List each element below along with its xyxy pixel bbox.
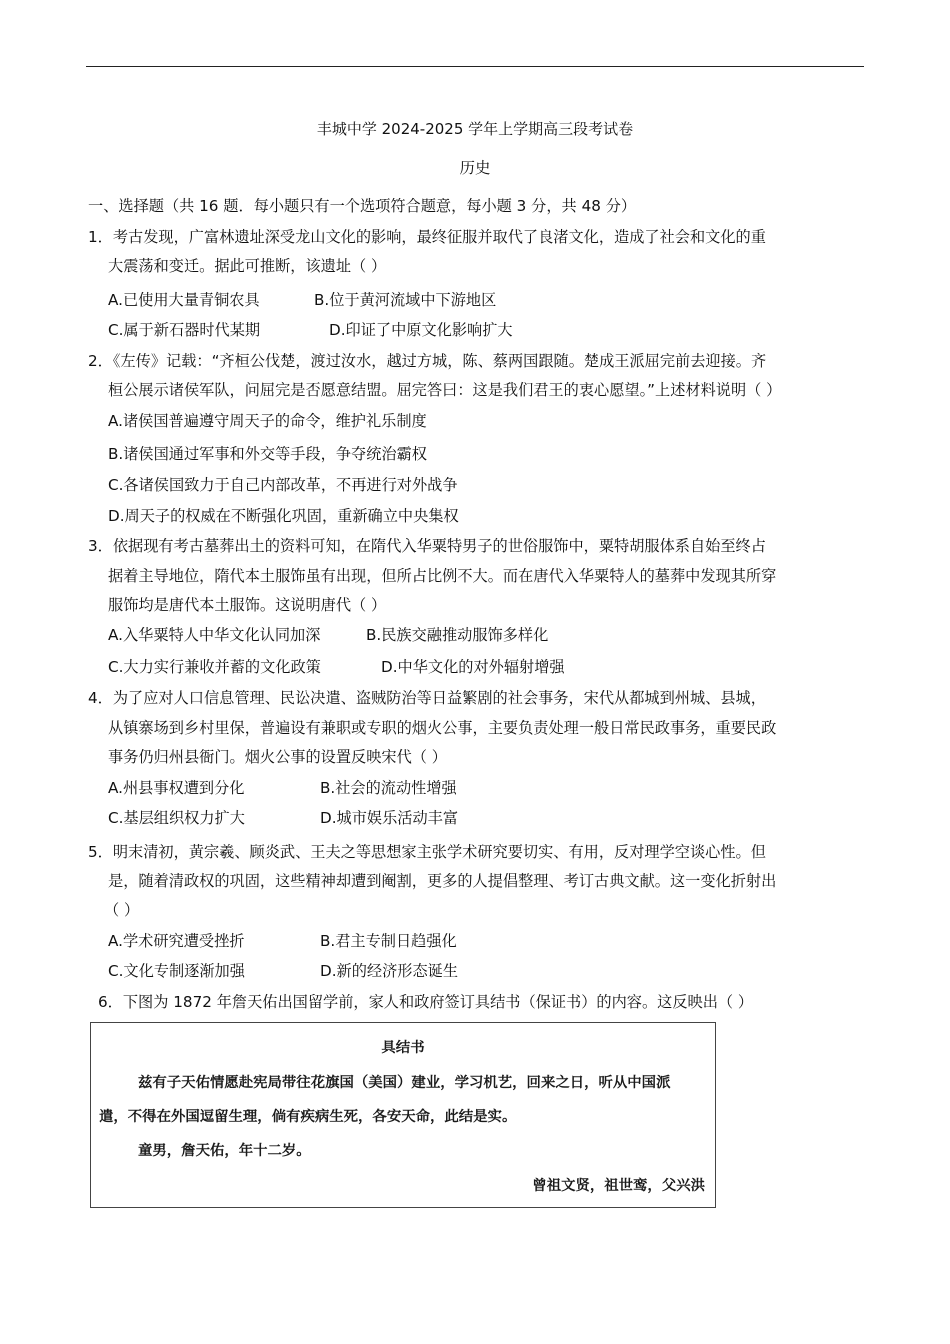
q1-option-c: C.属于新石器时代某期: [108, 321, 261, 339]
q6-line-1: 6．下图为 1872 年詹天佑出国留学前，家人和政府签订具结书（保证书）的内容。这反映出（ ）: [98, 993, 754, 1011]
q2-option-c: C.各诸侯国致力于自己内部改革，不再进行对外战争: [108, 476, 458, 494]
q5-option-b: B.君主专制日趋强化: [320, 932, 457, 950]
q5-line-2: 是，随着清政权的巩固，这些精神却遭到阉割，更多的人提倡整理、考订古典文献。这一变化折射出: [108, 872, 777, 890]
q3-line-1: 3．依据现有考古墓葬出土的资料可知，在隋代入华粟特男子的世俗服饰中，粟特胡服体系自始至终占: [88, 537, 766, 555]
section-heading: 一、选择题（共 16 题．每小题只有一个选项符合题意，每小题 3 分，共 48 分）: [88, 197, 637, 215]
q5-option-a: A.学术研究遭受挫折: [108, 932, 245, 950]
q2-line-1: 2．《左传》记载：“齐桓公伐楚，渡过汝水，越过方城，陈、蔡两国跟随。楚成王派屈完前去迎接。齐: [88, 352, 767, 370]
q5-line-1: 5．明末清初，黄宗羲、顾炎武、王夫之等思想家主张学术研究要切实、有用，反对理学空谈心性。但: [88, 843, 766, 861]
q5-line-3: （ ）: [104, 901, 140, 919]
q2-option-d: D.周天子的权威在不断强化巩固，重新确立中央集权: [108, 507, 459, 525]
q4-option-c: C.基层组织权力扩大: [108, 809, 245, 827]
q2-line-2: 桓公展示诸侯军队，问屈完是否愿意结盟。屈完答曰：这是我们君王的衷心愿望。”上述材料说明（ ）: [108, 381, 782, 399]
q2-option-b: B.诸侯国通过军事和外交等手段，争夺统治霸权: [108, 445, 427, 463]
q4-line-2: 从镇寨场到乡村里保，普遍设有兼职或专职的烟火公事，主要负责处理一般日常民政事务，重要民政: [108, 719, 777, 737]
q1-option-b: B.位于黄河流域中下游地区: [314, 291, 497, 309]
exam-title: 丰城中学 2024-2025 学年上学期高三段考试卷: [316, 120, 634, 138]
document-title: 具结书: [381, 1040, 425, 1056]
document-signature: 曾祖文贤，祖世鸾，父兴洪: [532, 1178, 705, 1194]
q2-option-a: A.诸侯国普遍遵守周天子的命令，维护礼乐制度: [108, 412, 427, 430]
q1-option-d: D.印证了中原文化影响扩大: [329, 321, 513, 339]
top-rule: [86, 66, 864, 67]
q4-option-a: A.州县事权遭到分化: [108, 779, 245, 797]
q4-option-b: B.社会的流动性增强: [320, 779, 457, 797]
q5-option-d: D.新的经济形态诞生: [320, 962, 459, 980]
q3-line-2: 据着主导地位，隋代本土服饰虽有出现，但所占比例不大。而在唐代入华粟特人的墓葬中发现其所穿: [108, 567, 777, 585]
q5-option-c: C.文化专制逐渐加强: [108, 962, 245, 980]
q4-option-d: D.城市娱乐活动丰富: [320, 809, 459, 827]
q4-line-1: 4．为了应对人口信息管理、民讼决遣、盗贼防治等日益繁剧的社会事务，宋代从都城到州城、县城，: [88, 689, 766, 707]
q3-option-d: D.中华文化的对外辐射增强: [381, 658, 565, 676]
subject-title: 历史: [459, 159, 491, 177]
q1-option-a: A.已使用大量青铜农具: [108, 291, 260, 309]
guarantee-document-image: [90, 1022, 716, 1208]
q3-line-3: 服饰均是唐代本土服饰。这说明唐代（ ）: [108, 596, 387, 614]
q1-line-1: 1．考古发现，广富林遗址深受龙山文化的影响，最终征服并取代了良渚文化，造成了社会和文化的重: [88, 228, 766, 246]
q4-line-3: 事务仍归州县衙门。烟火公事的设置反映宋代（ ）: [108, 748, 447, 766]
q3-option-c: C.大力实行兼收并蓄的文化政策: [108, 658, 321, 676]
document-line-1: 兹有子天佑情愿赴宪局带往花旗国（美国）建业，学习机艺，回来之日，听从中国派: [138, 1075, 671, 1091]
q3-option-a: A.入华粟特人中华文化认同加深: [108, 626, 321, 644]
document-line-3: 童男，詹天佑，年十二岁。: [138, 1143, 311, 1159]
q1-line-2: 大震荡和变迁。据此可推断，该遗址（ ）: [108, 257, 387, 275]
document-line-2: 遣，不得在外国逗留生理，倘有疾病生死，各安天命，此结是实。: [99, 1109, 517, 1125]
q3-option-b: B.民族交融推动服饰多样化: [366, 626, 549, 644]
